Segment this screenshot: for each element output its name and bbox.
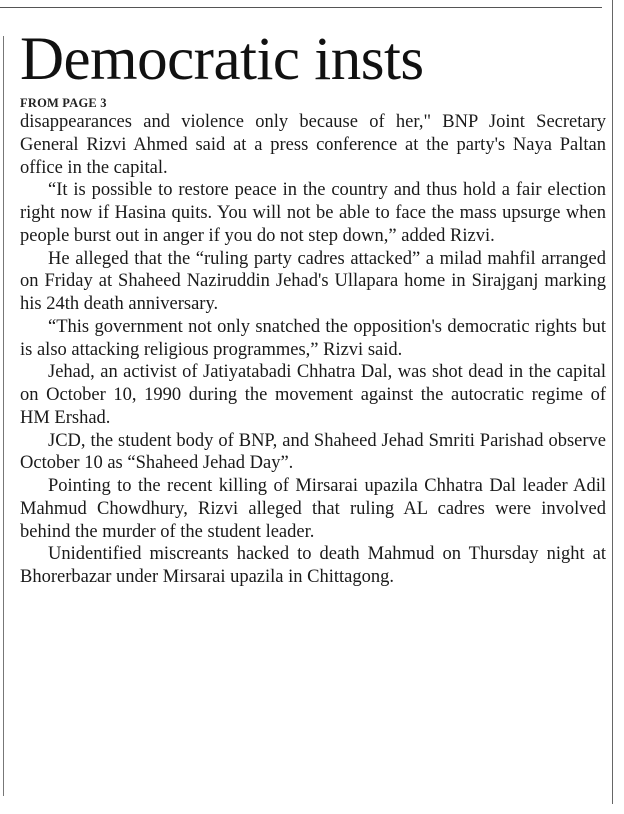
body-paragraph: Unidentified miscreants hacked to death Mahmud on Thursday night at Bhorerbazar under Mirsarai upazila in Chittagong. bbox=[20, 544, 606, 587]
article-body bbox=[20, 111, 606, 589]
body-paragraph: JCD, the student body of BNP, and Shaheed Jehad Smriti Parishad observe October 10 as “Shaheed Jehad Day”. bbox=[20, 430, 606, 474]
body-paragraph: “This government not only snatched the opposition's democratic rights but is also attacking religious programmes,” Rizvi said. bbox=[20, 316, 606, 360]
body-paragraph: “It is possible to restore peace in the country and thus hold a fair election right now if Hasina quits. You will not be able to face the mass upsurge when people burst out in anger if you do not step down,” added Rizvi. bbox=[20, 180, 606, 246]
body-paragraph: disappearances and violence only because of her," BNP Joint Secretary General Rizvi Ahmed said at a press conference at the party's Naya Paltan office in the capital. bbox=[20, 112, 606, 178]
body-paragraph: Pointing to the recent killing of Mirsarai upazila Chhatra Dal leader Adil Mahmud Chowdhury, Rizvi alleged that ruling AL cadres were involved behind the murder of the student leader. bbox=[20, 476, 606, 542]
article-headline: Democratic insts bbox=[20, 26, 424, 93]
body-paragraph: He alleged that the “ruling party cadres attacked” a milad mahfil arranged on Friday at Shaheed Naziruddin Jehad's Ullapara home in Sirajganj marking his 24th death anniversary. bbox=[20, 248, 606, 314]
jump-line: FROM PAGE 3 bbox=[20, 96, 107, 110]
body-paragraph: Jehad, an activist of Jatiyatabadi Chhatra Dal, was shot dead in the capital on October 10, 1990 during the movement against the autocratic regime of HM Ershad. bbox=[20, 362, 606, 428]
right-column-rule bbox=[612, 0, 613, 804]
news-article bbox=[20, 26, 606, 589]
left-column-rule bbox=[3, 36, 4, 796]
top-column-rule bbox=[0, 7, 602, 8]
